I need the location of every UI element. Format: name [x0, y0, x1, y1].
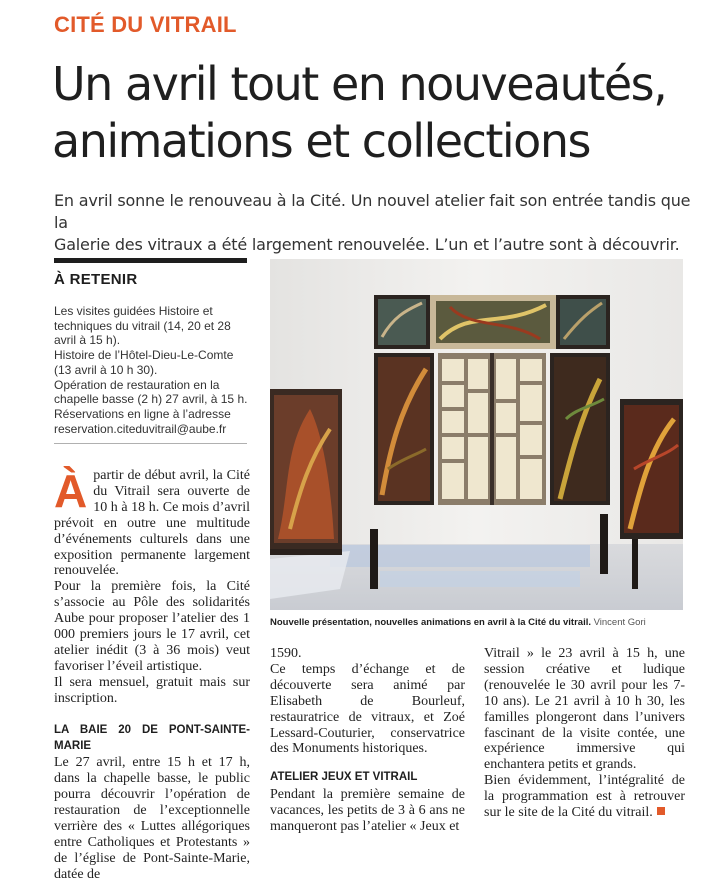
end-mark-icon: [657, 807, 665, 815]
article-paragraph: Pour la première fois, la Cité s’associe au Pôle des solidarités Aube pour proposer l’atelier des 1 000 premiers jours le 17 avril, cet atelier inédit (3 à 36 mois) veut favoriser l’éveil artistique.: [54, 579, 250, 674]
article-paragraph: 1590.: [270, 646, 302, 661]
sidebar-item: Opération de restauration en la chapelle basse (2 h) 27 avril, à 15 h.: [54, 377, 248, 407]
drop-cap: À: [54, 465, 88, 517]
stained-glass-illustration: [270, 259, 683, 610]
article-closing: Bien évidemment, l’intégralité de la programmation est à retrouver sur le site de la Cité du vitrail.: [484, 773, 685, 821]
article-intro: partir de début avril, la Cité du Vitrail sera ouverte de 10 h à 18 h. Ce mois d’avril prévoit en outre une multitude d’événements culturels dans une exposition permanente largement renouvelée.: [54, 468, 250, 579]
sidebar-item: Les visites guidées Histoire et techniques du vitrail (14, 20 et 28 avril à 15 h).: [54, 304, 231, 348]
subheading-atelier: ATELIER JEUX ET VITRAIL: [270, 771, 418, 784]
article-standfirst: [54, 190, 694, 256]
sidebar-bottom-rule: [54, 443, 247, 444]
standfirst-line-2: Galerie des vitraux a été largement renouvelée. L’un et l’autre sont à découvrir.: [54, 235, 680, 254]
article-column-1: [54, 465, 250, 883]
subheading-baie-20: LA BAIE 20 DE PONT-SAINTE-MARIE: [54, 723, 250, 752]
section-kicker: CITÉ DU VITRAIL: [54, 12, 237, 37]
sidebar-top-rule: [54, 258, 247, 263]
photo-caption: [270, 617, 690, 629]
sidebar-item: Réservations en ligne à l’adresse reservation.citeduvitrail@aube.fr: [54, 406, 231, 436]
stained-glass-photo: [270, 259, 683, 610]
sidebar-title: À RETENIR: [54, 271, 138, 288]
article-column-2: [270, 646, 465, 835]
article-paragraph: [484, 773, 685, 821]
standfirst-line-1: En avril sonne le renouveau à la Cité. Un nouvel atelier fait son entrée tandis que la: [54, 191, 691, 232]
headline-line-2: animations et collections: [52, 114, 590, 168]
article-paragraph: Pendant la première semaine de vacances, les petits de 3 à 6 ans ne manqueront pas l’atelier « Jeux et: [270, 787, 465, 835]
article-headline: [52, 56, 712, 170]
article-paragraph: Vitrail » le 23 avril à 15 h, une session créative et ludique (renouvelée le 30 avril pour les 7-10 ans). Le 21 avril à 10 h 30, les familles plongeront dans l’univers fascinant de la visite contée, une expérience immersive qui enchantera petits et grands.: [484, 646, 685, 773]
article-paragraph: Il sera mensuel, gratuit mais sur inscription.: [54, 674, 250, 706]
headline-line-1: Un avril tout en nouveautés,: [52, 57, 667, 111]
photo-credit: Vincent Gori: [593, 617, 646, 628]
sidebar-box: [54, 304, 249, 436]
article-column-3: [484, 646, 685, 821]
caption-text: Nouvelle présentation, nouvelles animations en avril à la Cité du vitrail.: [270, 617, 591, 628]
article-paragraph: Le 27 avril, entre 15 h et 17 h, dans la chapelle basse, le public pourra découvrir l’opération de restauration de l’exceptionnelle verrière des « Luttes allégoriques entre Catholiques et Protestants » de l’église de Pont-Sainte-Marie, datée de: [54, 755, 250, 882]
article-paragraph: Ce temps d’échange et de découverte sera animé par Elisabeth de Bourleuf, restauratrice de vitraux, et Zoé Lessard-Couturier, conservatrice des Monuments historiques.: [270, 661, 465, 757]
sidebar-item: Histoire de l’Hôtel-Dieu-Le-Comte (13 avril à 10 h 30).: [54, 348, 234, 377]
